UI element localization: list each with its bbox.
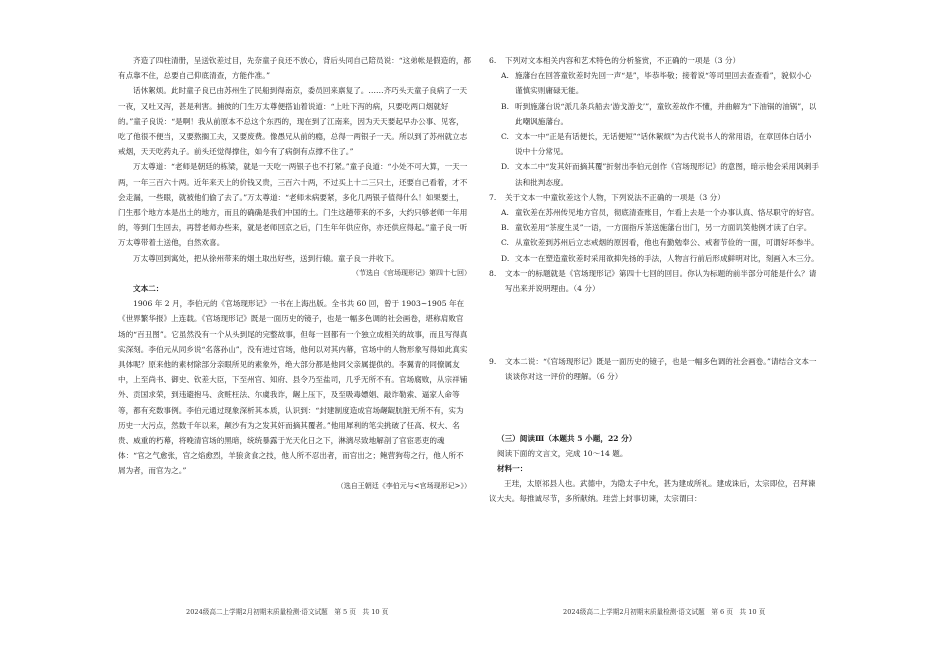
question-number: 6. (489, 56, 497, 65)
paragraph: 话休絮烦。此时童子良已由苏州生了民船到得南京，委员回来禀复了。……齐巧头天童子良病了一天一夜，又吐又泻，甚是利害。捕彼的门生万太尊便搭讪着说道：“上吐下泻的病，只要吃两口烟就好的。”童子良说：“是啊！我从前原本不总这个东西的，现在到了江南来，因为天天要起早办公事、见客，吃了他很不便当，又要熬搁工夫，又要废费。像愚兄从前的瘾，总得一两银子一天。所以到了苏州就立志戒烟，天天吃药丸子。前头还觉得撑住，如今有了病倒有点撑不住了。” (118, 86, 468, 157)
paragraph: 万太尊回到寓处，把从徐州带来的烟土取出好些，送到行辕。童子良一并收下。 (133, 253, 399, 263)
question-7 (489, 190, 819, 266)
answer-space (489, 385, 819, 431)
question-stem: 下列对文本相关内容和艺术特色的分析鉴赏，不正确的一项是（3 分） (505, 56, 741, 65)
question-number: 8. (489, 268, 497, 278)
question-number: 9. (489, 357, 497, 367)
option: B. 童钦差用“茶度生灵”一语，一方面指斥茶送施藩台出门，另一方面讥笑他例才读了白字。 (501, 223, 812, 233)
option: B. 听到施藩台说“派几条兵船去‘游戈游戈’”，童钦差故作不懂，并曲解为“下油锅的油锅”，以此嘲讽施藩台。 (501, 101, 817, 126)
material-title: 材料一： (497, 464, 528, 474)
page-footer: 2024级高二上学期2月初期末质量检测·语文试题 第 5 页 共 10 页 (186, 608, 389, 616)
option: A. 童钦差在苏州传见地方官员，彻底清查账目，乍看上去是一个办事认真、恪尽职守的好官。 (501, 208, 819, 218)
section-title: （三）阅读Ⅲ（本题共 5 小题，22 分） (497, 433, 637, 443)
page-footer: 2024级高二上学期2月初期末质量检测·语文试题 第 6 页 共 10 页 (563, 608, 766, 616)
option: C. 文本一中“正是有话便长，无话便短”“话休絮烦”为古代说书人的常用语，在章回体白话小说中十分常见。 (501, 132, 812, 157)
option: A. 施藩台在回答童钦差时先回一声“是”，毕恭毕敬；接着说“等司里回去查查看”，貌似小心谨慎实则庸碌无能。 (501, 71, 812, 96)
paragraph: 齐造了四柱清册，呈送钦差过目，先奈童子良还不放心，背后头同自己陪员说：“这弟帐是假造的，都有点靠不住，总要自己仰底清查，方能作准。” (118, 56, 472, 81)
option: C. 从童钦差到苏州后立志戒烟的原因看，他也有勤勉奉公、戒奢节俭的一面，可谓好坏参半。 (501, 238, 819, 248)
section-instruction: 阅读下面的文言文，完成 10～14 题。 (497, 448, 628, 458)
material-text: 王珪，太原祁县人也。武德中，为隐太子中允，甚为建成所礼。建成诛后，太宗即位，召拜谏议大夫。每推诚尽节，多所献纳。珪尝上封事切谏，太宗谓曰： (489, 479, 816, 504)
paragraph: 万太尊道：“老师是朝廷的栋梁，就是一天吃一两银子也不打紧。”童子良道：“小处不可大算，一天一两，一年三百六十两。近年来天上的价钱又贵，三百六十两，不过买上十二三只土，还要自己看着，才不会走漏，一些眼，就被他们偷了去了。”万太尊道：“老师未病要紧，多化几两银子值得什么！如果要土，门生那个地方本是出土的地方，而且的确确是我们中国的土。门生这趟带来的不多，大约只够老师一年用的，等到门生回去，再替老师办些来，就是老师回京之后，门生年年供应你，亦还供应得起。”童子良一听万太尊带着土送他，自然欢喜。 (118, 162, 468, 248)
text2-title: 文本二： (133, 284, 164, 294)
question-9 (489, 354, 819, 384)
paragraph: 1906 年 2 月，李伯元的《官场现形记》一书在上海出版。全书共 60 回，曾于 1903~1905 年在《世界繁华报》上连载。《官场现形记》既是一面历史的镜子，也是一幅多色调的社会画卷，堪称肩败官场的“百丑图”。它虽然没有一个从头到尾的完整故事，但每一回都有一个独立成相关的故事，而且写得真实深刻。李伯元从同乡说“名落孙山”，没有进过官场，他何以对其内幕，官场中的人物形象写得如此真实具体呢？原来他的素材除部分亲眼所见的素象外，绝大部分都是他同父亲属提供的。李翼青的同僚属友中，上至尚书、御史、钦差大臣，下至州官、知府、县令乃至盐司，几乎无所不有。官场腐败，从宗祥铺外、贡国求荣，到违避抱马、贪赃枉法、尔虞我诈，龌上压下，及至吸毒嫖娼、敲诈勒索、逼家人命等等，都有充数事例。李伯元通过现象深析其本质，认识到：“封建制度造成官场龌龊肮脏无所不有，实为历史一大污点，然数千年以来，颠沙有为之发其奸而摘其覆者。”他用犀利的笔尖挑破了任高、权大、名贵、威重的朽幕，将晚清官场的黑暗，统统暴露于光天化日之下，淋漓尽致地解剖了官宦恶吏的魂体：“官之气愈张，官之焰愈烈，羊狼贪食之技，他人所不忍出者，而官出之；鲍营狗苟之行，他人所不屑为者，而官为之。” (118, 299, 468, 476)
question-8 (489, 266, 819, 296)
question-number: 7. (489, 192, 497, 202)
option: D. 文本一在塑造童钦差时采用欲抑先扬的手法，人物言行前后形成鲜明对比，刻画入木三分。 (501, 253, 819, 263)
right-column (489, 53, 819, 507)
question-stem: 文本二说：“《官场现形记》既是一面历史的镜子，也是一幅多色调的社会画卷。”请结合文本一谈谈你对这一评价的理解。（6 分） (505, 357, 817, 382)
question-stem: 文本一的标题就是《官场现形记》第四十七回的回目。你认为标题的前半部分可能是什么？请写出来并说明理由。（4 分） (505, 268, 817, 294)
source-citation: （选自王朝廷《李伯元与<官场现形记>》） (336, 481, 471, 490)
question-stem: 关于文本一中童钦差这个人物，下列说法不正确的一项是（3 分） (505, 192, 725, 202)
source-citation: （节选自《官场现形记》第四十七回） (352, 268, 471, 277)
answer-space (489, 296, 819, 354)
question-6 (489, 53, 819, 190)
option: D. 文本二中“发其奸而摘其覆”折射出李伯元创作《官场现形记》的意图，暗示他会采用讽刺手法和批判态度。 (501, 162, 819, 187)
left-column (118, 53, 471, 494)
